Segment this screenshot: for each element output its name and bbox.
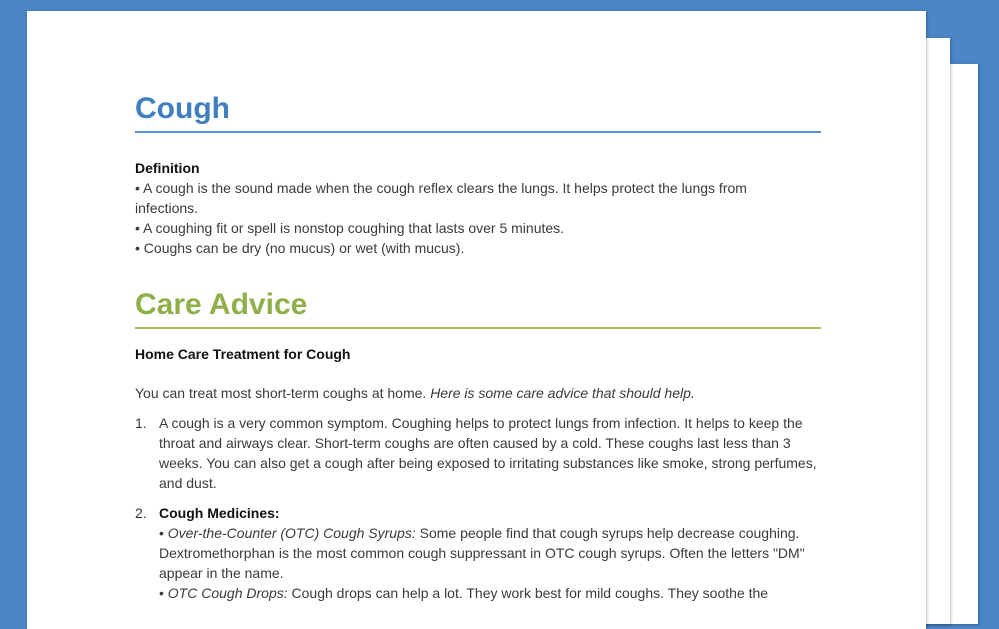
care-intro-italic: Here is some care advice that should help.	[430, 385, 695, 401]
list-item	[135, 503, 821, 603]
sub-bullet-text: Some people find that cough syrups help decrease coughing. Dextromethorphan is the most common cough suppressant in OTC cough syrups. Often the letters "DM" appear in the name.	[159, 525, 805, 581]
document-page	[27, 11, 926, 629]
care-intro-text: You can treat most short-term coughs at home.	[135, 385, 431, 401]
sub-bullet-text: Cough drops can help a lot. They work best for mild coughs. They soothe the	[287, 585, 769, 601]
definition-bullet: • A cough is the sound made when the cough reflex clears the lungs. It helps protect the lungs from infections.	[135, 180, 747, 216]
document-title: Cough	[135, 91, 821, 133]
care-advice-list	[135, 413, 821, 613]
list-item-number: 2.	[135, 505, 147, 521]
care-advice-heading: Care Advice	[135, 287, 821, 329]
sub-bullet: • Over-the-Counter (OTC) Cough Syrups: Some people find that cough syrups help decrease coughing. Dextromethorphan is the most common cough suppressant in OTC cough syrups. Often the letters "DM" appear in the name.	[159, 525, 805, 581]
sub-bullet-label: Over-the-Counter (OTC) Cough Syrups:	[167, 525, 416, 541]
list-item-number: 1.	[135, 415, 147, 431]
definition-section	[135, 158, 795, 258]
definition-bullet: • A coughing fit or spell is nonstop coughing that lasts over 5 minutes.	[135, 220, 565, 236]
list-item-title: Cough Medicines:	[159, 505, 280, 521]
sub-bullet: • OTC Cough Drops: Cough drops can help a lot. They work best for mild coughs. They soothe the	[159, 585, 769, 601]
care-intro	[135, 383, 821, 403]
definition-bullet: • Coughs can be dry (no mucus) or wet (with mucus).	[135, 240, 465, 256]
sub-bullet-label: OTC Cough Drops:	[167, 585, 288, 601]
definition-heading: Definition	[135, 160, 200, 176]
home-care-subheading: Home Care Treatment for Cough	[135, 346, 351, 362]
list-item-text: A cough is a very common symptom. Coughing helps to protect lungs from infection. It helps to keep the throat and airways clear. Short-term coughs are often caused by a cold. These coughs last less than 3 weeks. You can also get a cough after being exposed to irritating substances like smoke, strong perfumes, and dust.	[159, 415, 817, 491]
list-item	[135, 413, 821, 493]
